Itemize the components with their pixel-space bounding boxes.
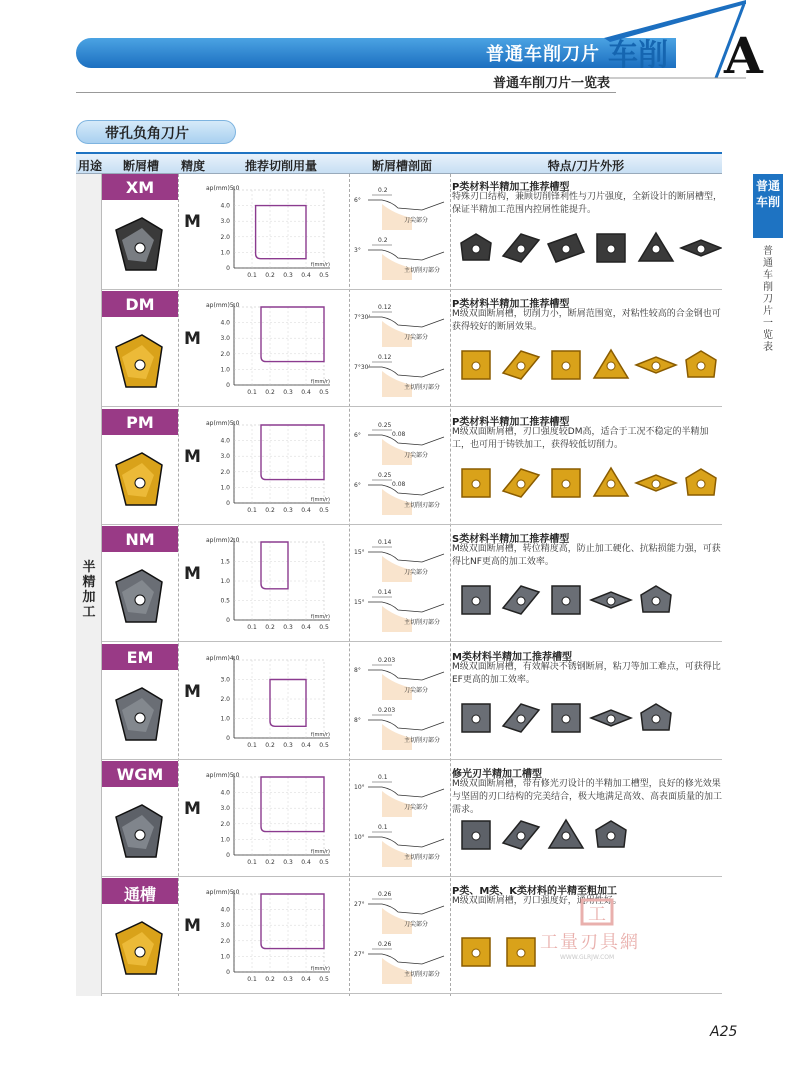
section-width: 0.25 xyxy=(378,471,392,479)
x-tick-label: 0.2 xyxy=(265,976,275,984)
x-tick-label: 0.4 xyxy=(301,389,311,397)
header-divider xyxy=(76,92,616,93)
x-axis-label: f(mm/r) xyxy=(310,731,330,738)
section-width: 0.26 xyxy=(378,941,392,949)
section-angle: 15° xyxy=(354,549,365,557)
insert-shape-rhomb xyxy=(503,469,539,497)
groove-profile xyxy=(368,670,444,680)
y-tick-label: 1.0 xyxy=(220,715,230,723)
feature-title: P类材料半精加工推荐槽型 xyxy=(452,299,570,311)
section-width: 0.12 xyxy=(378,304,392,312)
section-width-2: 0.08 xyxy=(392,430,406,438)
insert-image xyxy=(102,552,178,641)
feature-title: P类、M类、K类材料的半精至粗加工 xyxy=(452,886,618,898)
section-angle: 8° xyxy=(354,666,361,674)
groove-code: PM xyxy=(102,409,178,435)
section-width: 0.2 xyxy=(378,187,388,194)
insert-shape-tri xyxy=(594,350,628,378)
insert-shape-square xyxy=(552,704,580,732)
insert-image xyxy=(102,904,178,993)
x-axis-label: f(mm/r) xyxy=(310,496,330,503)
recommended-region xyxy=(261,425,324,480)
groove-profile xyxy=(368,720,444,730)
section-label: 主切削刃部分 xyxy=(404,619,441,627)
y-tick-label: 2.0 xyxy=(220,820,230,828)
y-tick-label: 3.0 xyxy=(220,805,230,813)
x-tick-label: 0.5 xyxy=(319,976,329,984)
recommended-region xyxy=(256,206,306,259)
x-tick-label: 0.5 xyxy=(319,272,329,279)
insert-shape-trig xyxy=(641,586,671,612)
insert-shapes xyxy=(454,578,722,622)
recommended-region xyxy=(261,894,324,949)
y-tick-label: 3.0 xyxy=(220,218,230,226)
table-row xyxy=(102,644,722,760)
x-tick-label: 0.1 xyxy=(247,741,257,749)
th-features: 特点/刀片外形 xyxy=(547,159,625,173)
recommended-region xyxy=(261,307,324,362)
insert-image xyxy=(102,670,178,759)
x-axis-label: f(mm/r) xyxy=(310,849,330,855)
y-tick-label: 0 xyxy=(226,499,230,507)
x-tick-label: 0.3 xyxy=(283,741,293,749)
insert-shape-square xyxy=(552,469,580,497)
cutting-range-chart xyxy=(204,297,350,401)
insert-shape-trig xyxy=(461,234,491,260)
x-tick-label: 0.4 xyxy=(301,506,311,514)
x-tick-label: 0.4 xyxy=(301,859,311,866)
groove-section-diagram xyxy=(352,765,448,873)
table-row xyxy=(102,174,722,290)
groove-code: DM xyxy=(102,291,178,317)
y-tick-label: 3.0 xyxy=(220,676,230,684)
groove-profile xyxy=(368,787,444,797)
precision-grade: M xyxy=(184,446,201,467)
section-width: 0.2 xyxy=(378,237,388,244)
th-groove: 断屑槽 xyxy=(122,159,159,173)
insert-shapes xyxy=(454,813,722,857)
section-label: 刀尖部分 xyxy=(404,217,429,224)
precision-grade: M xyxy=(184,329,201,350)
section-width: 0.14 xyxy=(378,589,392,597)
insert-shape-square xyxy=(552,586,580,614)
insert-shape-diamond xyxy=(636,357,676,373)
section-angle: 27° xyxy=(354,951,365,959)
x-tick-label: 0.5 xyxy=(319,389,329,397)
section-angle: 3° xyxy=(354,247,361,254)
section-angle: 15° xyxy=(354,599,365,607)
y-tick-label: 3.0 xyxy=(220,452,230,460)
x-tick-label: 0.3 xyxy=(283,389,293,397)
insert-shapes xyxy=(454,696,722,740)
section-width-2: 0.08 xyxy=(392,480,406,488)
insert-shape-rhomb xyxy=(503,586,539,614)
insert-shape-rhomb xyxy=(503,234,539,262)
y-tick-label: 2.0 xyxy=(220,695,230,703)
insert-shape-diamond xyxy=(636,475,676,491)
section-label: 主切削刃部分 xyxy=(404,267,441,274)
table-row xyxy=(102,526,722,642)
groove-profile xyxy=(368,904,444,914)
th-cutting: 推荐切削用量 xyxy=(244,159,317,173)
y-tick-label: 4.0 xyxy=(220,202,230,210)
y-tick-label: 1.5 xyxy=(220,558,230,566)
section-label: 刀尖部分 xyxy=(404,334,429,342)
groove-section-diagram xyxy=(352,413,448,521)
section-angle: 7°30' xyxy=(354,314,371,322)
table-row xyxy=(102,761,722,877)
th-section: 断屑槽剖面 xyxy=(371,159,432,173)
precision-grade: M xyxy=(184,916,201,937)
insert-shape-trig xyxy=(686,351,716,377)
groove-section-diagram xyxy=(352,295,448,403)
insert-shape-tri xyxy=(594,468,628,496)
feature-title: M类材料半精加工推荐槽型 xyxy=(452,651,572,663)
groove-profile xyxy=(368,367,444,377)
section-label: 刀尖部分 xyxy=(404,804,429,811)
y-axis-max-label: ap(mm)5.0 xyxy=(206,185,240,192)
section-width: 0.203 xyxy=(378,706,396,714)
groove-profile xyxy=(368,200,444,210)
watermark-name: 工量刃具網 xyxy=(540,932,640,953)
x-tick-label: 0.4 xyxy=(301,272,311,279)
x-tick-label: 0.1 xyxy=(247,859,257,866)
feature-description: M级双面断屑槽，刃口强度较DM高，适合于工况不稳定的半精加工，也可用于铸铁加工，获得较低切削力。 xyxy=(452,426,709,450)
groove-profile xyxy=(368,552,444,562)
table-row xyxy=(102,409,722,525)
insert-shape-trig xyxy=(686,469,716,495)
groove-code: WGM xyxy=(102,761,178,787)
y-axis-max-label: ap(mm)5.0 xyxy=(206,302,240,310)
x-tick-label: 0.5 xyxy=(319,624,329,632)
section-label: 主切削刃部分 xyxy=(404,971,441,979)
insert-shape-tri xyxy=(639,233,673,261)
y-tick-label: 1.0 xyxy=(220,249,230,257)
groove-section-diagram xyxy=(352,882,448,990)
groove-code: EM xyxy=(102,644,178,670)
cutting-range-chart xyxy=(204,532,350,636)
cutting-range-chart xyxy=(204,650,350,754)
header-subtitle: 普通车削刀片一览表 xyxy=(492,76,610,91)
groove-profile xyxy=(368,602,444,612)
y-tick-label: 3.0 xyxy=(220,335,230,343)
section-width: 0.14 xyxy=(378,539,392,547)
insert-shape-trig xyxy=(596,821,626,847)
side-tab-label: 普通车削 xyxy=(755,179,780,209)
y-tick-label: 2.0 xyxy=(220,233,230,241)
th-precision: 精度 xyxy=(180,159,205,173)
insert-shape-rhomb xyxy=(503,351,539,379)
x-tick-label: 0.1 xyxy=(247,506,257,514)
x-axis-label: f(mm/r) xyxy=(310,966,330,973)
insert-shape-diamond xyxy=(591,710,631,726)
x-tick-label: 0.3 xyxy=(283,976,293,984)
insert-shape-square xyxy=(462,704,490,732)
y-tick-label: 4.0 xyxy=(220,319,230,327)
section-angle: 27° xyxy=(354,901,365,909)
x-tick-label: 0.3 xyxy=(283,859,293,866)
section-label: 刀尖部分 xyxy=(404,686,429,694)
page-number: A25 xyxy=(710,1024,738,1040)
groove-profile xyxy=(368,317,444,327)
feature-description: 特殊刃口结构，兼顾切削锋利性与刀片强度，全新设计的断屑槽型，保证半精加工范围内控屑性能提升。 xyxy=(452,192,723,215)
groove-section-diagram xyxy=(352,178,448,286)
insert-shapes xyxy=(454,461,722,505)
x-tick-label: 0.2 xyxy=(265,624,275,632)
svg-text:工: 工 xyxy=(588,904,606,925)
insert-shape-trig xyxy=(641,704,671,730)
section-width: 0.1 xyxy=(378,824,388,831)
feature-description: M级双面断屑槽，带有修光刃设计的半精加工槽型，良好的修光效果与坚固的刃口结构的完美结合，极大地满足高效、高表面质量的加工需求。 xyxy=(452,779,723,815)
insert-shape-square xyxy=(552,351,580,379)
section-width: 0.1 xyxy=(378,774,388,781)
groove-profile xyxy=(368,954,444,964)
y-tick-label: 2.0 xyxy=(220,938,230,946)
section-label: 刀尖部分 xyxy=(404,921,429,929)
section-label: 主切削刃部分 xyxy=(404,384,441,392)
feature-description: M级双面断屑槽，有效解决不锈钢断屑，粘刀等加工难点，可获得比EF更高的加工效率。 xyxy=(452,661,721,685)
y-tick-label: 1.0 xyxy=(220,366,230,374)
groove-profile xyxy=(368,435,444,445)
x-tick-label: 0.3 xyxy=(283,624,293,632)
y-axis-max-label: ap(mm)2.0 xyxy=(206,537,240,545)
x-tick-label: 0.2 xyxy=(265,741,275,749)
x-tick-label: 0.5 xyxy=(319,506,329,514)
cutting-range-chart xyxy=(204,884,350,988)
y-tick-label: 4.0 xyxy=(220,906,230,914)
y-tick-label: 0.5 xyxy=(220,597,230,605)
x-tick-label: 0.2 xyxy=(265,506,275,514)
x-tick-label: 0.1 xyxy=(247,624,257,632)
y-tick-label: 0 xyxy=(226,265,230,272)
section-label: 主切削刃部分 xyxy=(404,854,441,861)
watermark-url: WWW.GLRJW.COM xyxy=(560,954,615,961)
groove-code: XM xyxy=(102,174,178,200)
groove-code: NM xyxy=(102,526,178,552)
groove-profile xyxy=(368,250,444,260)
insert-image xyxy=(102,787,178,876)
insert-shape-square xyxy=(462,351,490,379)
insert-shape-diamond xyxy=(591,592,631,608)
insert-image xyxy=(102,435,178,524)
feature-title: P类材料半精加工推荐槽型 xyxy=(452,182,570,193)
y-tick-label: 4.0 xyxy=(220,789,230,797)
precision-grade: M xyxy=(184,212,201,232)
y-tick-label: 0 xyxy=(226,969,230,977)
y-tick-label: 3.0 xyxy=(220,922,230,930)
y-tick-label: 0 xyxy=(226,852,230,859)
y-axis-max-label: ap(mm)5.0 xyxy=(206,419,240,427)
x-axis-label: f(mm/r) xyxy=(310,262,330,268)
section-label: 刀尖部分 xyxy=(404,451,429,459)
recommended-region xyxy=(270,679,306,726)
x-tick-label: 0.4 xyxy=(301,624,311,632)
insert-shape-square xyxy=(462,938,490,966)
groove-section-diagram xyxy=(352,530,448,638)
cutting-range-chart xyxy=(204,415,350,519)
insert-shape-square xyxy=(462,821,490,849)
header-category: 车削 xyxy=(608,38,668,73)
y-tick-label: 4.0 xyxy=(220,437,230,445)
feature-description: M级双面断屑槽，转位精度高，防止加工硬化、抗粘损能力强，可获得比NF更高的加工效率。 xyxy=(452,544,721,568)
y-axis-max-label: ap(mm)5.0 xyxy=(206,889,240,897)
x-tick-label: 0.1 xyxy=(247,272,257,279)
y-axis-max-label: ap(mm)4.0 xyxy=(206,654,240,662)
groove-code: 通槽 xyxy=(102,878,178,904)
insert-shape-square xyxy=(462,469,490,497)
x-tick-label: 0.1 xyxy=(247,976,257,984)
x-tick-label: 0.4 xyxy=(301,976,311,984)
feature-title: P类材料半精加工推荐槽型 xyxy=(452,416,570,428)
section-width: 0.26 xyxy=(378,891,392,899)
insert-shapes xyxy=(454,226,722,270)
insert-shape-square xyxy=(507,938,535,966)
section-label: 刀尖部分 xyxy=(404,569,429,577)
section-angle: 7°30' xyxy=(354,364,371,372)
th-usage: 用途 xyxy=(78,159,103,173)
feature-title: S类材料半精加工推荐槽型 xyxy=(452,534,570,546)
x-tick-label: 0.5 xyxy=(319,859,329,866)
x-tick-label: 0.3 xyxy=(283,506,293,514)
section-label: 主切削刃部分 xyxy=(404,736,441,744)
section-angle: 6° xyxy=(354,431,361,439)
section-label: 主切削刃部分 xyxy=(404,501,441,509)
section-angle: 10° xyxy=(354,834,365,841)
insert-shape-square xyxy=(462,586,490,614)
x-tick-label: 0.2 xyxy=(265,389,275,397)
usage-label: 半精加工 xyxy=(82,560,96,620)
table-row xyxy=(102,291,722,407)
x-axis-label: f(mm/r) xyxy=(310,614,330,621)
precision-grade: M xyxy=(184,681,201,702)
y-tick-label: 2.0 xyxy=(220,468,230,476)
section-angle: 10° xyxy=(354,784,365,791)
cutting-range-chart xyxy=(204,180,350,284)
table-header xyxy=(76,152,722,174)
insert-shape-square xyxy=(597,234,625,262)
insert-shape-rhomb2 xyxy=(548,234,584,262)
x-tick-label: 0.2 xyxy=(265,859,275,866)
insert-shape-rhomb xyxy=(503,704,539,732)
y-tick-label: 1.0 xyxy=(220,836,230,844)
feature-description: M级双面断屑槽，刃口强度好，通用性好。 xyxy=(452,896,622,907)
x-axis-label: f(mm/r) xyxy=(310,379,330,386)
y-tick-label: 1.0 xyxy=(220,953,230,961)
insert-shape-tri xyxy=(549,820,583,848)
section-width: 0.25 xyxy=(378,421,392,429)
section-angle: 6° xyxy=(354,481,361,489)
feature-title: 修光刃半精加工槽型 xyxy=(452,769,542,780)
x-tick-label: 0.5 xyxy=(319,741,329,749)
header-title: 普通车削刀片 xyxy=(486,44,600,65)
y-tick-label: 2.0 xyxy=(220,351,230,359)
y-tick-label: 0 xyxy=(226,617,230,625)
side-tab-subtitle: 普通车削刀片一览表 xyxy=(763,246,773,353)
x-tick-label: 0.1 xyxy=(247,389,257,397)
x-tick-label: 0.3 xyxy=(283,272,293,279)
x-tick-label: 0.4 xyxy=(301,741,311,749)
y-tick-label: 1.0 xyxy=(220,484,230,492)
header-letter: A xyxy=(724,26,763,85)
y-tick-label: 1.0 xyxy=(220,578,230,586)
section-width: 0.203 xyxy=(378,656,396,664)
groove-profile xyxy=(368,837,444,847)
cutting-range-chart xyxy=(204,767,350,871)
insert-image xyxy=(102,317,178,406)
side-tab[interactable] xyxy=(753,174,783,238)
y-axis-max-label: ap(mm)5.0 xyxy=(206,772,240,779)
recommended-region xyxy=(261,777,324,832)
y-tick-label: 0 xyxy=(226,382,230,390)
groove-section-diagram xyxy=(352,648,448,756)
section-angle: 8° xyxy=(354,716,361,724)
y-tick-label: 0 xyxy=(226,734,230,742)
x-tick-label: 0.2 xyxy=(265,272,275,279)
insert-shapes xyxy=(454,343,722,387)
section-title: 带孔负角刀片 xyxy=(76,120,236,144)
recommended-region xyxy=(261,542,288,589)
feature-description: M级双面断屑槽，切削力小，断屑范围宽，对粘性较高的合金钢也可获得较好的断屑效果。 xyxy=(452,309,721,333)
precision-grade: M xyxy=(184,799,201,819)
insert-image xyxy=(102,200,178,289)
insert-shape-rhomb xyxy=(503,821,539,849)
section-angle: 6° xyxy=(354,197,361,204)
precision-grade: M xyxy=(184,564,201,585)
groove-profile xyxy=(368,485,444,495)
section-width: 0.12 xyxy=(378,354,392,362)
insert-shape-diamond xyxy=(681,240,721,256)
